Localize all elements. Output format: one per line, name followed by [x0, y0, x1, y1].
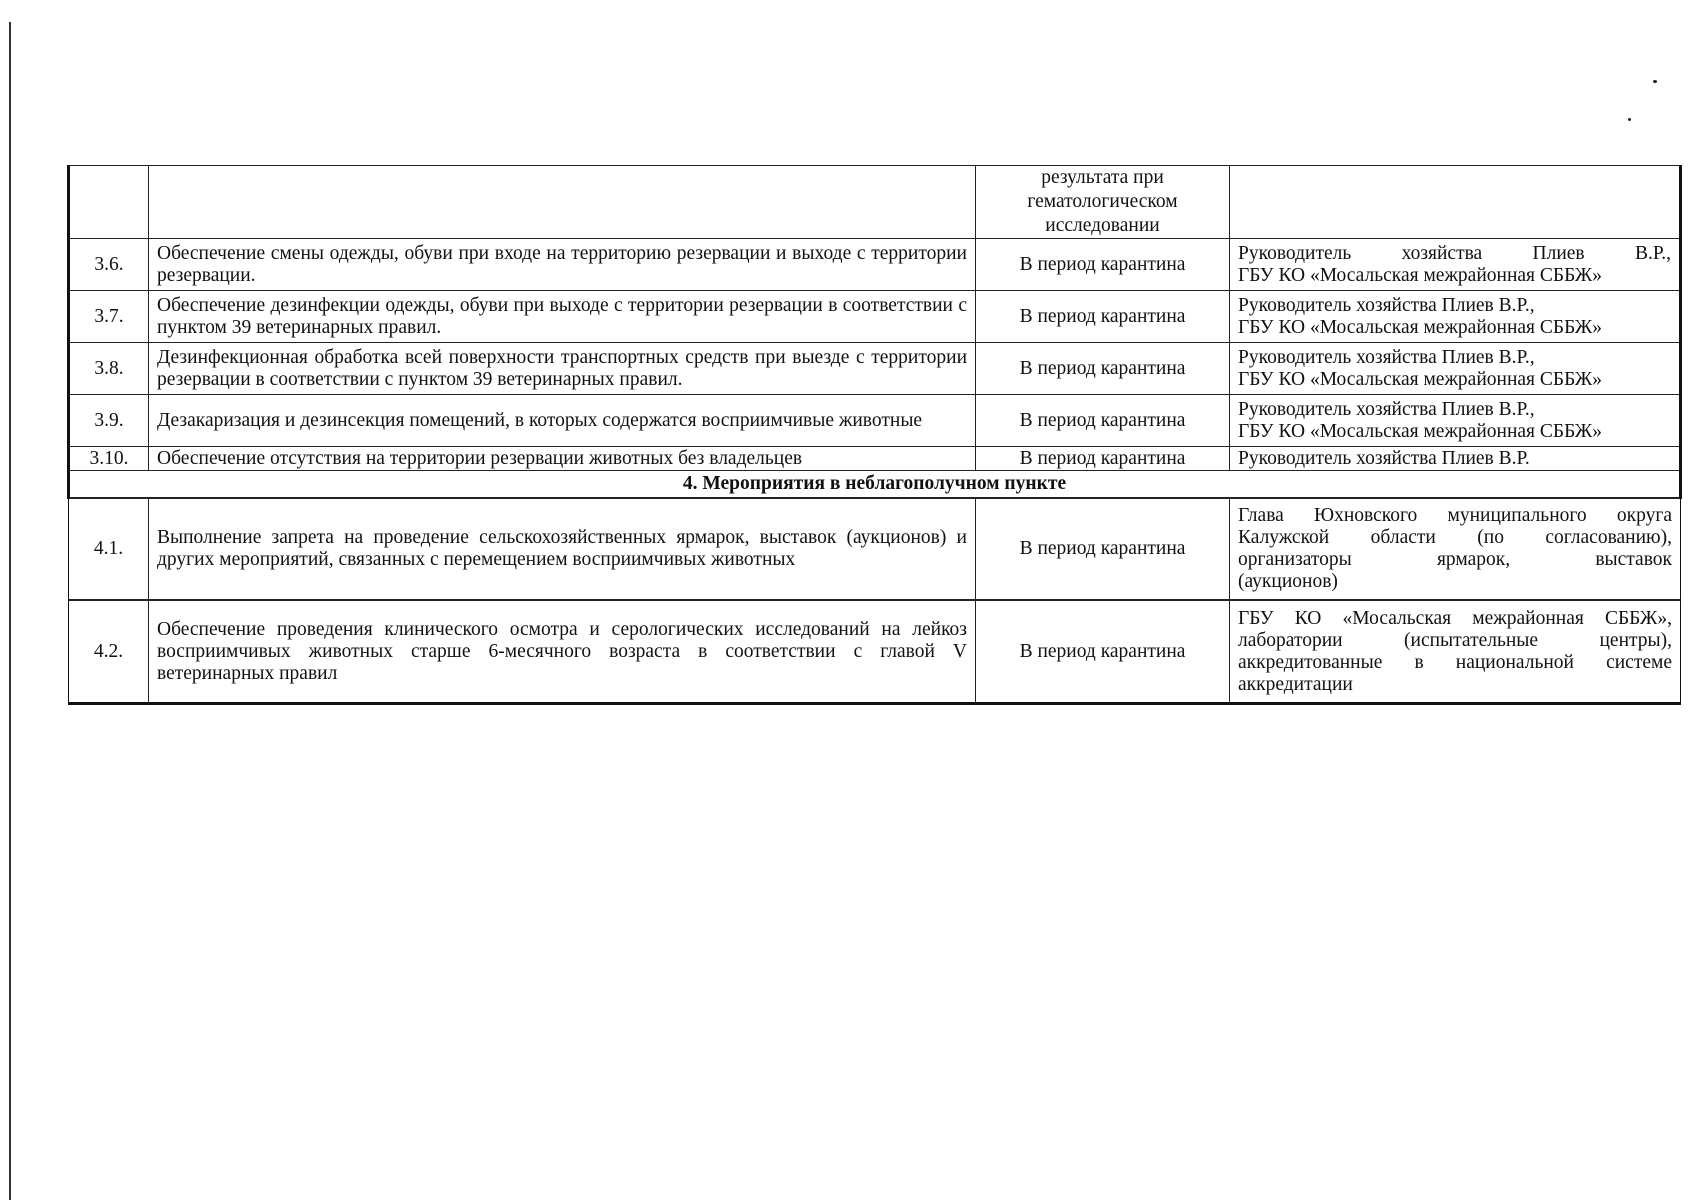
row-responsible — [1230, 343, 1681, 395]
table-row — [69, 395, 1681, 447]
row-responsible — [1230, 291, 1681, 343]
table-row — [69, 166, 1681, 239]
responsible-line: лаборатории (испытательные центры), — [1238, 629, 1672, 651]
responsible-line: Калужской области (по согласованию), — [1238, 527, 1672, 548]
row-term: В период карантина — [976, 498, 1230, 600]
responsible-line: ГБУ КО «Мосальская межрайонная СББЖ» — [1238, 420, 1603, 442]
responsible-line: Руководитель хозяйства Плиев В.Р., — [1238, 398, 1535, 420]
row-term: В период карантина — [976, 291, 1230, 343]
responsible-line: (аукционов) — [1238, 571, 1338, 592]
row-number: 3.10. — [69, 447, 149, 471]
responsible-line: аккредитованные в национальной системе — [1238, 651, 1672, 673]
row-number — [69, 166, 149, 239]
row-number: 3.8. — [69, 343, 149, 395]
row-action: Обеспечение смены одежды, обуви при входе на территорию резервации и выходе с территории резервации. — [149, 239, 976, 291]
row-number: 3.9. — [69, 395, 149, 447]
table-row — [69, 343, 1681, 395]
left-margin-line — [9, 22, 11, 1200]
scan-speck — [1628, 118, 1631, 121]
table-row — [69, 291, 1681, 343]
row-action: Выполнение запрета на проведение сельскохозяйственных ярмарок, выставок (аукционов) и других мероприятий, связанных с перемещением восприимчивых животных — [149, 498, 976, 600]
row-action: Дезакаризация и дезинсекция помещений, в которых содержатся восприимчивые животные — [149, 395, 976, 447]
row-action: Обеспечение отсутствия на территории резервации животных без владельцев — [149, 447, 976, 471]
section-title: 4. Мероприятия в неблагополучном пункте — [69, 471, 1681, 499]
responsible-line: ГБУ КО «Мосальская межрайонная СББЖ» — [1238, 264, 1603, 286]
responsible-line: аккредитации — [1238, 673, 1353, 695]
table-row — [69, 498, 1681, 600]
row-responsible — [1230, 498, 1681, 600]
row-term: В период карантина — [976, 600, 1230, 704]
table-row — [69, 600, 1681, 704]
table-row — [69, 239, 1681, 291]
row-number: 4.1. — [69, 498, 149, 600]
row-term: результата при гематологическом исследовании — [976, 166, 1230, 239]
row-number: 3.6. — [69, 239, 149, 291]
row-responsible — [1230, 395, 1681, 447]
row-responsible — [1230, 600, 1681, 704]
row-action: Дезинфекционная обработка всей поверхности транспортных средств при выезде с территории резервации в соответствии с пунктом 39 ветеринарных правил. — [149, 343, 976, 395]
responsible-line: Глава Юхновского муниципального округа — [1238, 505, 1672, 526]
row-action — [149, 166, 976, 239]
row-number: 4.2. — [69, 600, 149, 704]
row-action: Обеспечение проведения клинического осмотра и серологических исследований на лейкоз восприимчивых животных старше 6-месячного возраста в соответствии с главой V ветеринарных правил — [149, 600, 976, 704]
section-header-row — [69, 471, 1681, 499]
row-term: В период карантина — [976, 447, 1230, 471]
responsible-line: Руководитель хозяйства Плиев В.Р., — [1238, 346, 1535, 368]
row-term: В период карантина — [976, 395, 1230, 447]
row-action: Обеспечение дезинфекции одежды, обуви при выходе с территории резервации в соответствии с пунктом 39 ветеринарных правил. — [149, 291, 976, 343]
responsible-line: ГБУ КО «Мосальская межрайонная СББЖ» — [1238, 368, 1603, 390]
responsible-line: ГБУ КО «Мосальская межрайонная СББЖ», — [1238, 607, 1672, 629]
scan-speck — [1653, 80, 1657, 83]
responsible-line: Руководитель хозяйства Плиев В.Р., — [1238, 294, 1535, 316]
responsible-line: Руководитель хозяйства Плиев В.Р. — [1238, 447, 1530, 469]
row-responsible — [1230, 239, 1681, 291]
row-term: В период карантина — [976, 343, 1230, 395]
measures-table — [67, 165, 1682, 705]
responsible-line: организаторы ярмарок, выставок — [1238, 549, 1672, 570]
row-term: В период карантина — [976, 239, 1230, 291]
responsible-line: Руководитель хозяйства Плиев В.Р., — [1238, 242, 1671, 264]
table-row — [69, 447, 1681, 471]
row-responsible — [1230, 166, 1681, 239]
row-responsible — [1230, 447, 1681, 471]
responsible-line: ГБУ КО «Мосальская межрайонная СББЖ» — [1238, 316, 1603, 338]
row-number: 3.7. — [69, 291, 149, 343]
